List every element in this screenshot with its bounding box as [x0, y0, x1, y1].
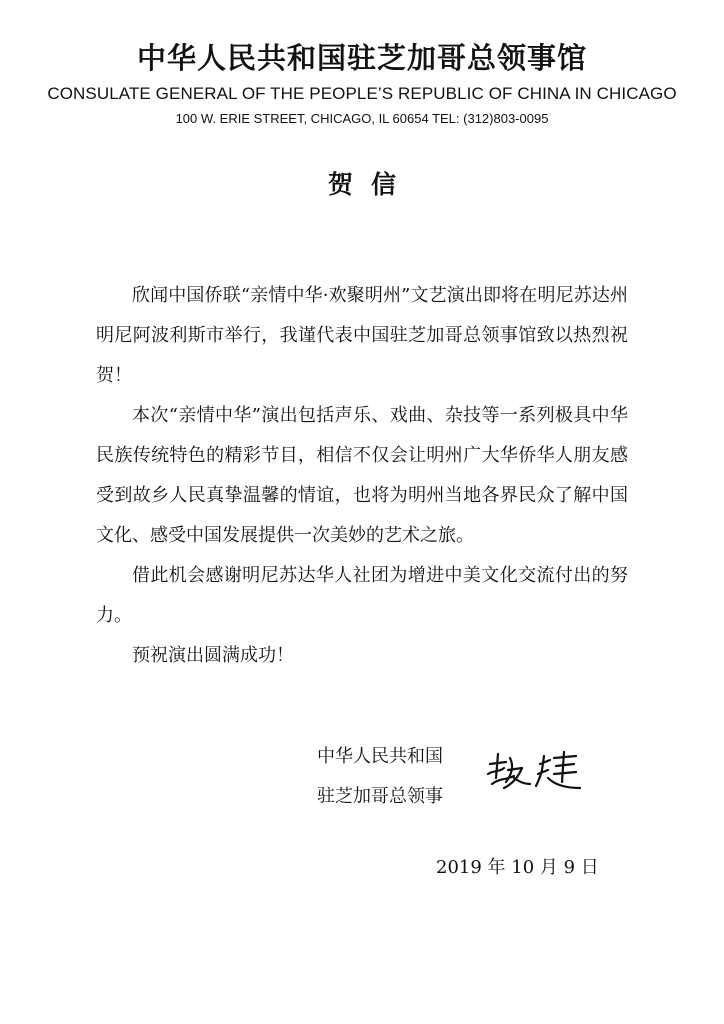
paragraph-2: 本次“亲情中华”演出包括声乐、戏曲、杂技等一系列极具中华民族传统特色的精彩节目，相信不仅会让明州广大华侨华人朋友感受到故乡人民真挚温馨的情谊，也将为明州当地各界民众了解中国文化、感受中国发展提供一次美妙的艺术之旅。 [96, 405, 628, 546]
signature-org-line-2: 驻芝加哥总领事 [317, 786, 443, 807]
letter-date: 2019 年 10 月 9 日 [436, 857, 599, 878]
signature-block [317, 737, 443, 817]
paragraph-3: 借此机会感谢明尼苏达华人社团为增进中美文化交流付出的努力。 [96, 565, 628, 626]
letterhead-address: 100 W. ERIE STREET, CHICAGO, IL 60654 TEL: (312)803-0095 [175, 111, 549, 126]
handwritten-signature [484, 748, 594, 798]
paragraph-4: 预祝演出圆满成功！ [132, 645, 294, 666]
letter-body [96, 276, 628, 676]
letterhead-english-name: CONSULATE GENERAL OF THE PEOPLE’S REPUBLIC OF CHINA IN CHICAGO [47, 84, 677, 103]
letter-title: 贺信 [327, 170, 414, 199]
letterhead-chinese-name: 中华人民共和国驻芝加哥总领事馆 [136, 41, 587, 75]
signature-org-line-1: 中华人民共和国 [317, 746, 443, 767]
paragraph-1: 欣闻中国侨联“亲情中华·欢聚明州”文艺演出即将在明尼苏达州明尼阿波利斯市举行，我谨代表中国驻芝加哥总领事馆致以热烈祝贺！ [96, 285, 628, 386]
